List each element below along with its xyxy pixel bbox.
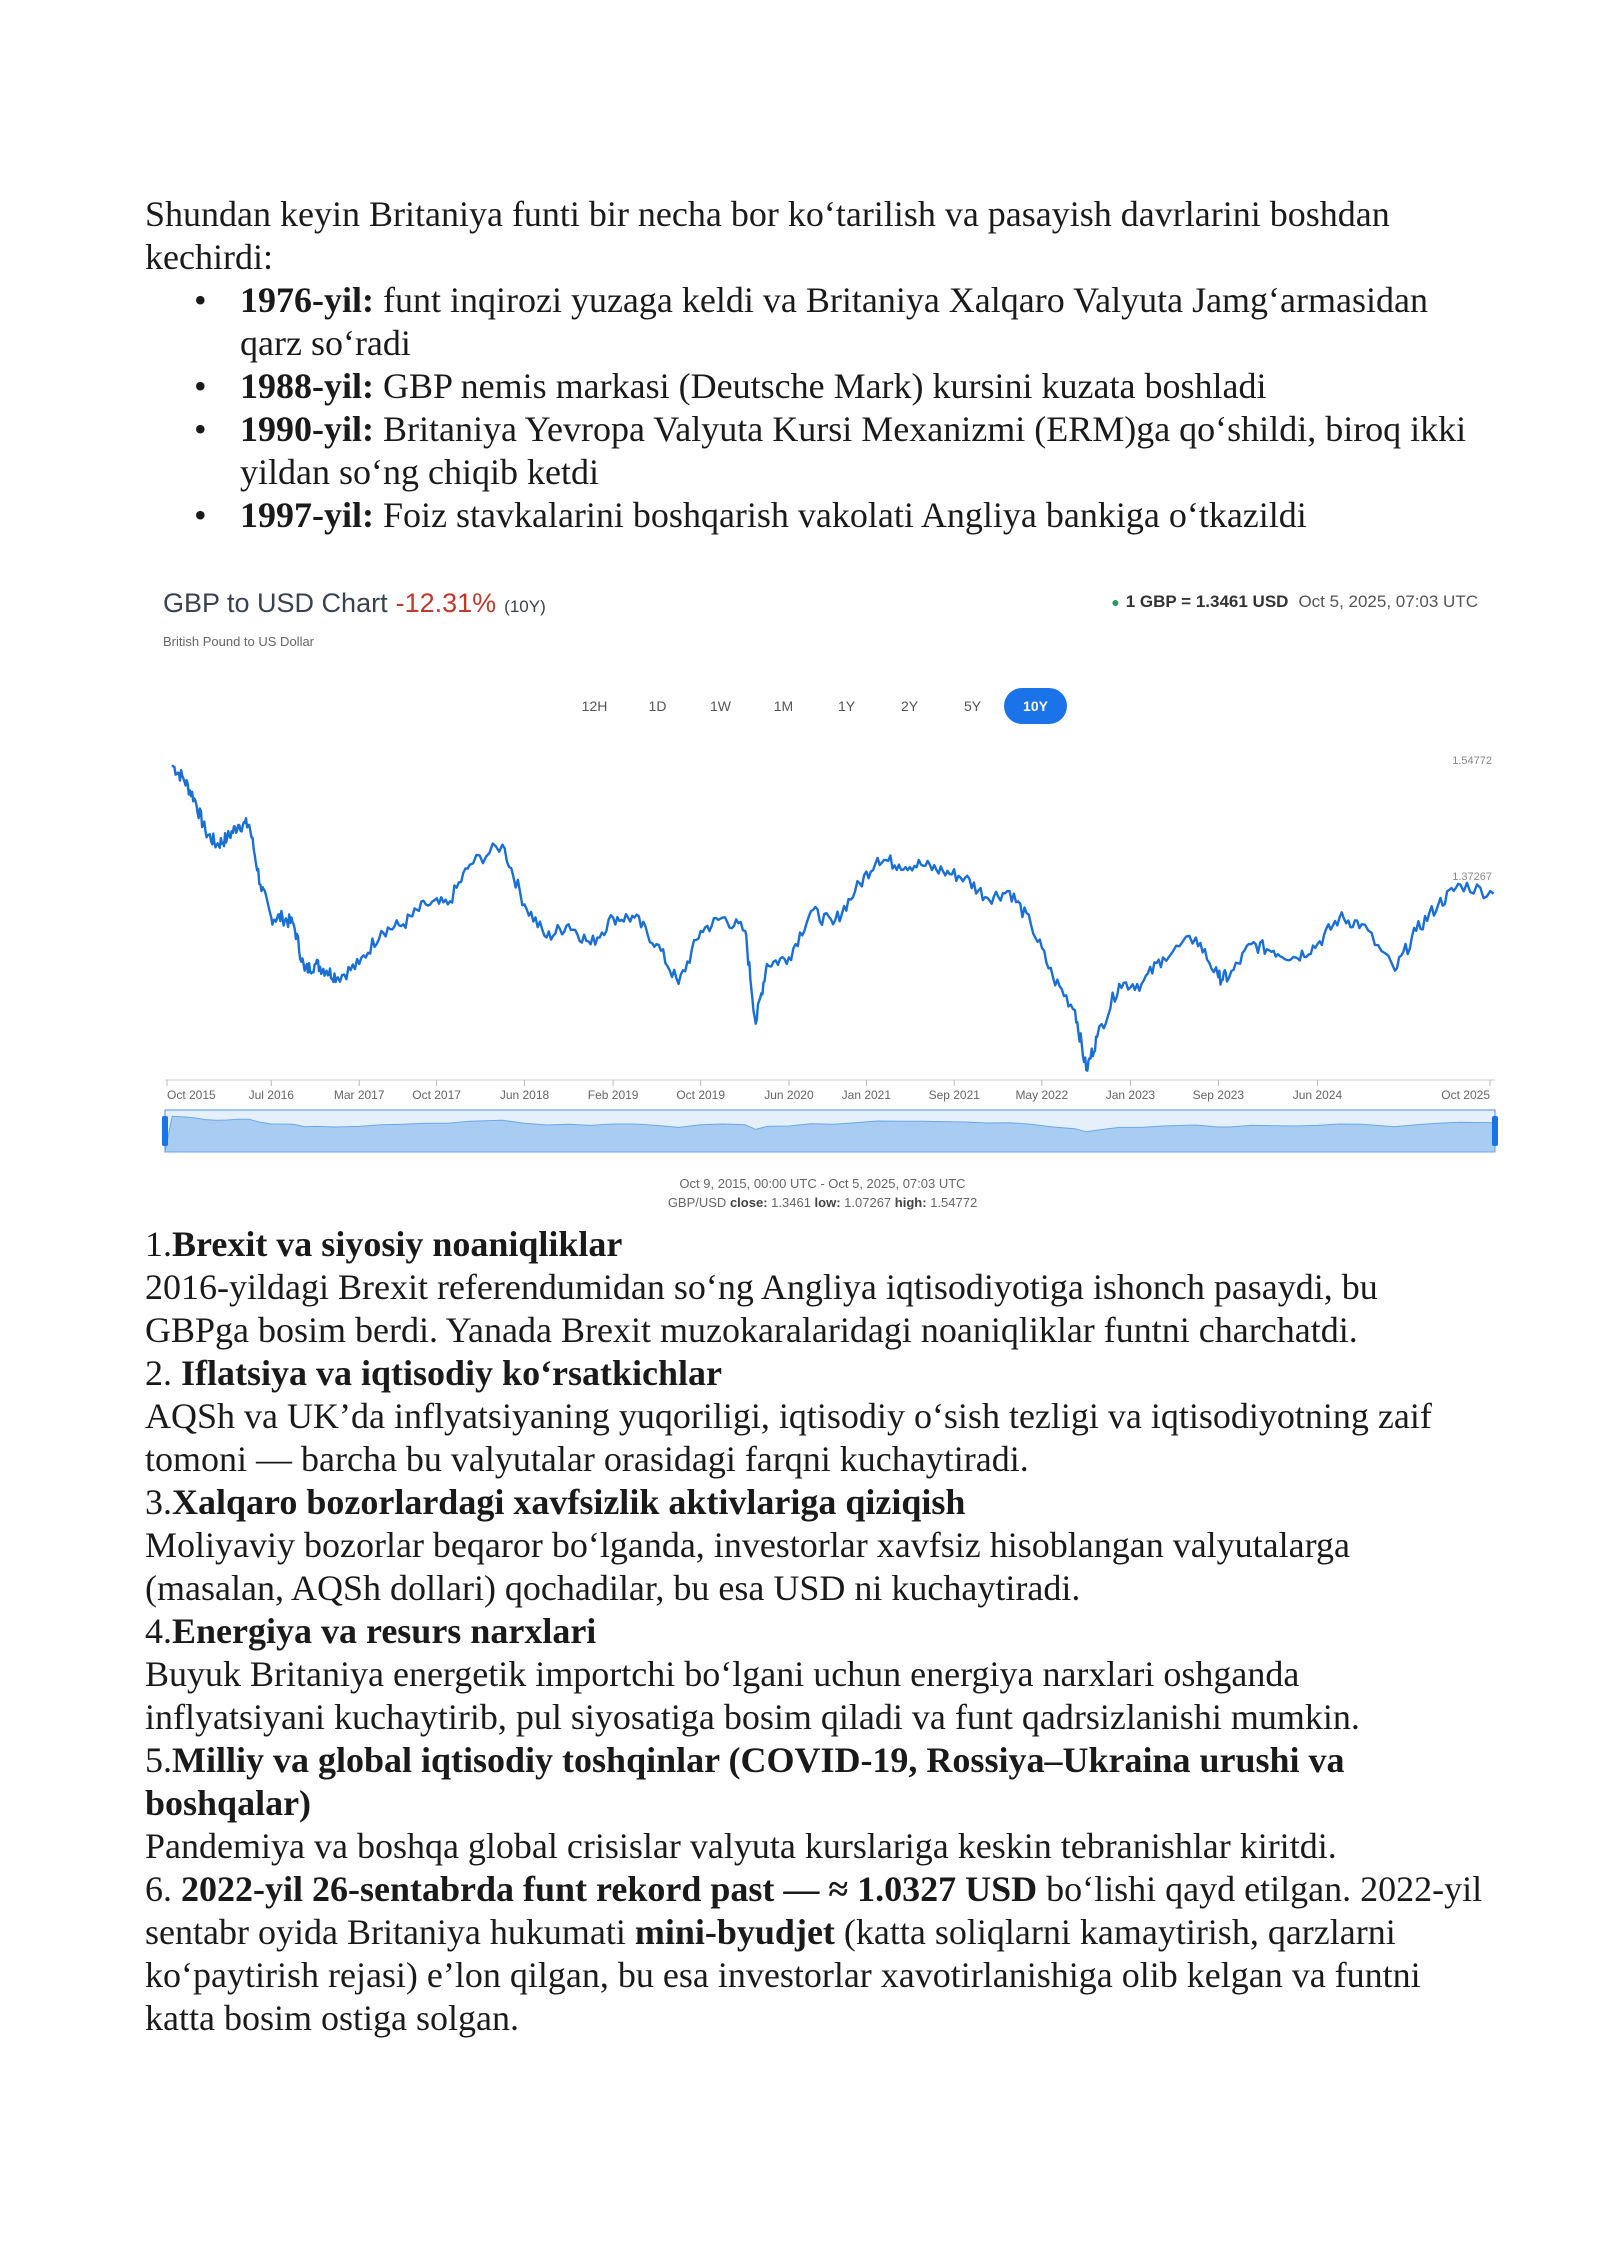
period-button-1y[interactable]: 1Y: [837, 698, 856, 714]
period-button-2y[interactable]: 2Y: [900, 698, 919, 714]
x-tick-label: Jun 2020: [764, 1088, 814, 1102]
x-tick-label: Jul 2016: [248, 1088, 294, 1102]
bullet-year: 1997-yil:: [240, 495, 374, 535]
x-tick-label: Feb 2019: [587, 1088, 639, 1102]
stats-low-value: 1.07267: [844, 1195, 892, 1210]
bullet-item: [145, 408, 1475, 494]
section-body: Pandemiya va boshqa global crisislar valyuta kurslariga keskin tebranishlar kiritdi.: [145, 1826, 1337, 1866]
x-tick-label: Oct 2025: [1441, 1088, 1490, 1102]
section-number: 3.: [145, 1482, 172, 1522]
x-tick-label: Jun 2018: [499, 1088, 550, 1102]
period-button-1d[interactable]: 1D: [648, 698, 667, 714]
period-button-1m[interactable]: 1M: [773, 698, 794, 714]
x-tick-label: Oct 2017: [412, 1088, 461, 1102]
stats-high-value: 1.54772: [930, 1195, 978, 1210]
x-tick-label: Jan 2023: [1105, 1088, 1156, 1102]
y-tick-label: 1.37267: [1452, 871, 1492, 884]
bullet-item: [145, 494, 1475, 537]
navigator-left-handle: [162, 1116, 168, 1146]
section-heading: [145, 1223, 1485, 1266]
bullet-year: 1988-yil:: [240, 366, 374, 406]
history-bullet-list: [145, 279, 1475, 537]
gbp-usd-series-line: [172, 765, 1493, 1071]
intro-paragraph: Shundan keyin Britaniya funti bir necha bor ko‘tarilish va pasayish davrlarini boshdan kechirdi:: [145, 194, 1390, 277]
bullet-dot-icon: •: [194, 366, 207, 406]
bullet-item: [145, 365, 1475, 408]
section-heading: [145, 1739, 1485, 1825]
final-paragraph: [145, 1868, 1485, 2040]
gbp-usd-chart-image: [145, 570, 1500, 1225]
section-title: Xalqaro bozorlardagi xavfsizlik aktivlariga qiziqish: [172, 1482, 966, 1522]
bullet-year: 1990-yil:: [240, 409, 374, 449]
section-body: Buyuk Britaniya energetik importchi bo‘lgani uchun energiya narxlari oshganda inflyatsiyani kuchaytirib, pul siyosatiga bosim qiladi va funt qadrsizlanishi mumkin.: [145, 1654, 1360, 1737]
stats-close-value: 1.3461: [771, 1195, 811, 1210]
bullet-dot-icon: •: [194, 495, 207, 535]
x-tick-label: May 2022: [1015, 1088, 1069, 1102]
final-bold-record: 2022-yil 26-sentabrda funt rekord past — ≈ 1.0327 USD: [181, 1869, 1038, 1909]
bullet-text: GBP nemis markasi (Deutsche Mark) kursini kuzata boshladi: [373, 366, 1267, 406]
factors-sections: [145, 1223, 1485, 2040]
section-body: Moliyaviy bozorlar beqaror bo‘lganda, investorlar xavfsiz hisoblangan valyutalarga (masalan, AQSh dollari) qochadilar, bu esa USD ni kuchaytiradi.: [145, 1525, 1350, 1608]
stats-high-key: high:: [894, 1195, 927, 1210]
x-tick-label: Sep 2021: [928, 1088, 980, 1102]
chart-period-label: (10Y): [504, 597, 546, 616]
section-title: Iflatsiya va iqtisodiy ko‘rsatkichlar: [181, 1353, 723, 1393]
chart-subtitle: British Pound to US Dollar: [163, 634, 315, 649]
x-tick-label: Mar 2017: [333, 1088, 385, 1102]
final-text-2: (katta soliqlarni kamaytirish, qarzlarni ko‘paytirish rejasi) e’lon qilgan, bu esa investorlar xavotirlanishiga olib kelgan va funtni katta bosim ostiga solgan.: [145, 1912, 1421, 2038]
x-tick-label: Oct 2019: [676, 1088, 726, 1102]
bullet-dot-icon: •: [194, 280, 207, 320]
section-title: Brexit va siyosiy noaniqliklar: [172, 1224, 623, 1264]
section-body: AQSh va UK’da inflyatsiyaning yuqoriligi, iqtisodiy o‘sish tezligi va iqtisodiyotning zaif tomoni — barcha bu valyutalar orasidagi farqni kuchaytiradi.: [145, 1396, 1432, 1479]
final-text-1: bo‘lishi qayd etilgan. 2022-yil sentabr oyida Britaniya hukumati: [145, 1869, 1483, 1952]
section-heading: [145, 1610, 1485, 1653]
bullet-text: Britaniya Yevropa Valyuta Kursi Mexanizmi (ERM)ga qo‘shildi, biroq ikki yildan so‘ng chiqib ketdi: [240, 409, 1467, 492]
chart-change: -12.31%: [395, 588, 497, 618]
navigator-right-handle: [1492, 1116, 1498, 1146]
x-tick-label: Oct 2015: [167, 1088, 216, 1102]
bullet-item: [145, 279, 1475, 365]
x-tick-label: Jan 2021: [841, 1088, 892, 1102]
chart-date-range: Oct 9, 2015, 00:00 UTC - Oct 5, 2025, 07:03 UTC: [679, 1176, 966, 1191]
section-heading: [145, 1352, 1485, 1395]
final-number: 6.: [145, 1869, 181, 1909]
section-heading: [145, 1481, 1485, 1524]
rate-timestamp: Oct 5, 2025, 07:03 UTC: [1298, 592, 1478, 611]
stats-pair: GBP/USD: [667, 1195, 727, 1210]
period-button-5y[interactable]: 5Y: [963, 698, 982, 714]
section-title: Energiya va resurs narxlari: [172, 1611, 597, 1651]
section-number: 5.: [145, 1740, 172, 1780]
live-dot-icon: ●: [1111, 594, 1120, 610]
bullet-dot-icon: •: [194, 409, 207, 449]
bullet-text: Foiz stavkalarini boshqarish vakolati Angliya bankiga o‘tkazildi: [373, 495, 1307, 535]
price-line-chart: [145, 570, 1500, 1170]
section-number: 4.: [145, 1611, 172, 1651]
section-number: 2.: [145, 1353, 181, 1393]
section-number: 1.: [145, 1224, 172, 1264]
bullet-text: funt inqirozi yuzaga keldi va Britaniya Xalqaro Valyuta Jamg‘armasidan qarz so‘radi: [240, 280, 1428, 363]
section-body: 2016-yildagi Brexit referendumidan so‘ng Angliya iqtisodiyotiga ishonch pasaydi, bu GBPga bosim berdi. Yanada Brexit muzokaralaridagi noaniqliklar funtni charchatdi.: [145, 1267, 1378, 1350]
period-button-12h[interactable]: 12H: [581, 698, 608, 714]
x-tick-label: Jun 2024: [1292, 1088, 1343, 1102]
x-tick-label: Sep 2023: [1192, 1088, 1245, 1102]
period-button-1w[interactable]: 1W: [710, 698, 731, 714]
chart-title-text: GBP to USD Chart: [163, 588, 388, 618]
final-bold-budget: mini-byudjet: [634, 1912, 835, 1952]
section-title: Milliy va global iqtisodiy toshqinlar (COVID-19, Rossiya–Ukraina urushi va boshqalar): [145, 1740, 1345, 1823]
y-tick-label: 1.54772: [1452, 755, 1492, 767]
stats-low-key: low:: [814, 1195, 841, 1210]
chart-stats: [145, 1195, 1500, 1210]
period-button-10y[interactable]: 10Y: [1004, 688, 1067, 724]
stats-close-key: close:: [729, 1195, 768, 1210]
rate-value: 1 GBP = 1.3461 USD: [1125, 592, 1289, 611]
bullet-year: 1976-yil:: [240, 280, 374, 320]
